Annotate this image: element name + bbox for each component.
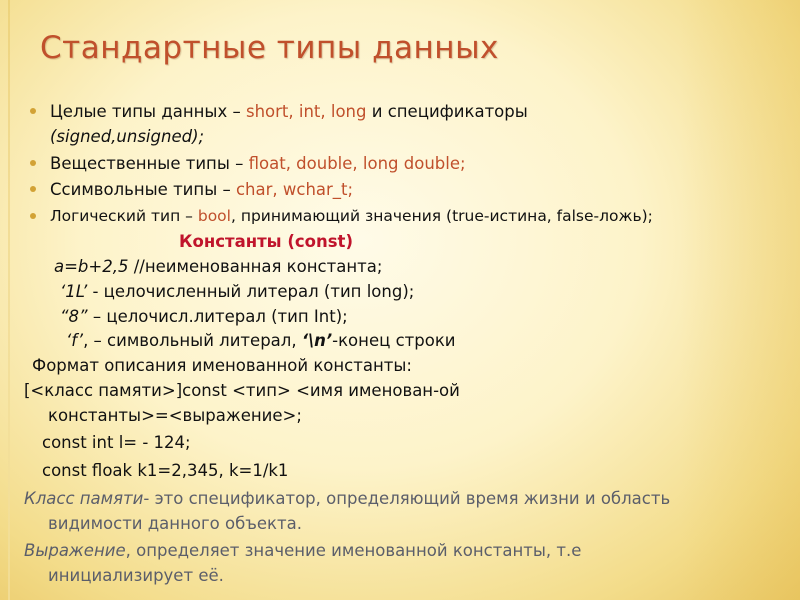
const-heading-row — [24, 230, 794, 255]
note-text: , определяет значение именованной константы, т.е — [125, 541, 582, 561]
slide-content — [24, 100, 794, 589]
bullet-icon — [30, 108, 36, 114]
format-heading: Формат описания именованной константы: — [32, 356, 412, 375]
example-code: “8” — [60, 306, 88, 326]
example-row — [24, 329, 794, 354]
code-line — [24, 431, 794, 456]
code-text: const floak k1=2,345, k=1/k1 — [42, 461, 289, 480]
bullet-item — [24, 100, 794, 125]
example-row — [24, 255, 794, 280]
slide-title: Стандартные типы данных — [40, 30, 499, 66]
bullet-item — [24, 205, 794, 228]
bullet-text: Целые типы данных – — [50, 102, 246, 121]
note-row — [24, 487, 794, 512]
note-text: видимости данного объекта. — [48, 513, 302, 533]
bullet-text: Логический тип – — [50, 207, 198, 225]
example-code: ‘\n’ — [301, 331, 333, 351]
format-line — [24, 404, 794, 429]
bullet-text: (signed,unsigned); — [50, 126, 205, 146]
example-code: ‘f’ — [66, 331, 84, 351]
bullet-highlight: bool — [197, 207, 231, 225]
example-row — [24, 305, 794, 330]
bullet-text: Вещественные типы – — [50, 153, 249, 173]
bullet-continuation — [24, 125, 794, 150]
example-text: //неименованная константа; — [128, 257, 383, 276]
format-heading-row — [24, 354, 794, 379]
note-term: Выражение — [24, 541, 126, 561]
example-code: a=b+2,5 — [54, 257, 129, 276]
const-heading: Константы (const) — [179, 232, 353, 252]
format-line — [24, 379, 794, 404]
example-text: - целочисленный литерал (тип long); — [87, 281, 415, 301]
bullet-item — [24, 152, 794, 177]
bullet-item — [24, 178, 794, 203]
bullet-icon — [30, 160, 36, 166]
example-text: -конец строки — [332, 331, 456, 351]
bullet-icon — [30, 186, 36, 192]
example-text: , – символьный литерал, — [83, 331, 302, 351]
note-text: инициализирует её. — [48, 566, 224, 585]
note-row — [24, 539, 794, 564]
format-text: константы>=<выражение>; — [48, 405, 302, 425]
note-row — [24, 512, 794, 537]
bullet-text: , принимающий значения (true-истина, false-ложь); — [230, 207, 653, 225]
code-line — [24, 459, 794, 484]
example-row — [24, 280, 794, 305]
bullet-icon — [30, 213, 36, 219]
bullet-highlight: char, wchar_t; — [235, 180, 354, 200]
note-text: - это спецификатор, определяющий время жизни и область — [143, 488, 671, 508]
decorative-line — [8, 0, 10, 600]
code-text: const int l= - 124; — [42, 433, 191, 453]
format-text: [<класс памяти>]const <тип> <имя именован-ой — [24, 380, 460, 400]
note-term: Класс памяти — [24, 488, 144, 508]
example-text: – целочисл.литерал (тип Int); — [87, 306, 348, 326]
bullet-highlight: float, double, long double; — [248, 153, 466, 173]
bullet-text: и спецификаторы — [366, 102, 528, 121]
bullet-text: Ссимвольные типы – — [50, 180, 236, 200]
bullet-highlight: short, int, long — [245, 102, 367, 121]
note-row — [24, 564, 794, 589]
example-code: ‘1L’ — [60, 281, 88, 301]
